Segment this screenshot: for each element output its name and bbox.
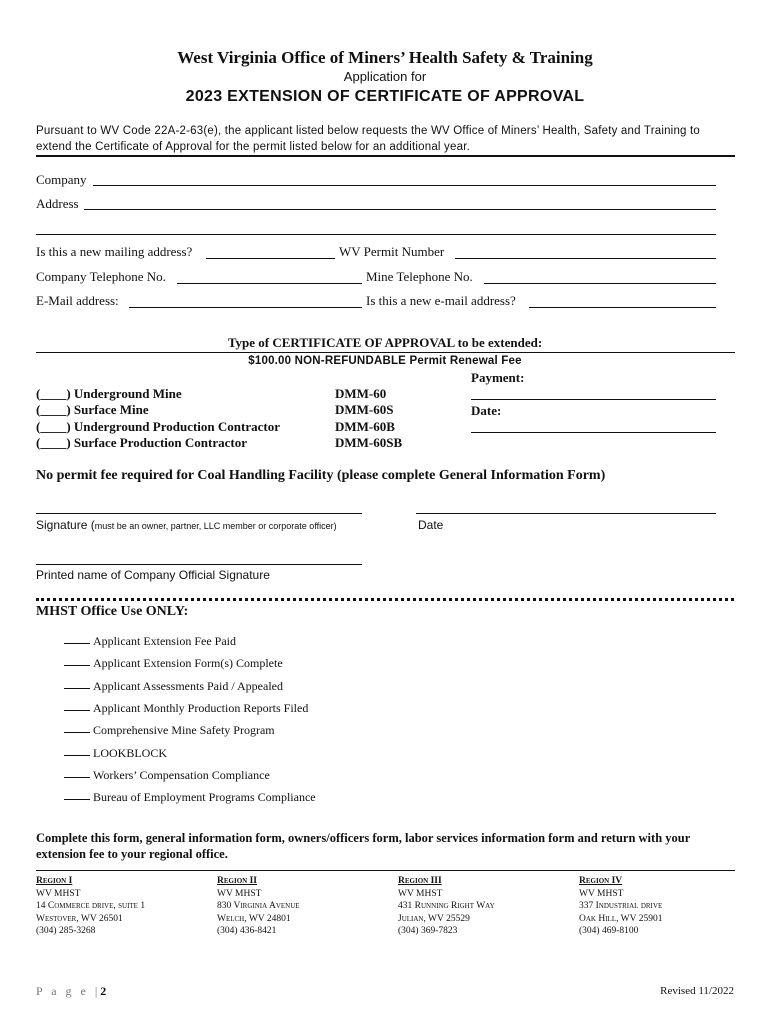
signature-label — [36, 518, 337, 532]
region-city: Julian, WV 25529 — [398, 913, 470, 924]
region-city: Oak Hill, WV 25901 — [579, 913, 663, 924]
region-street: 830 Virginia Avenue — [217, 901, 300, 911]
office-checklist-item[interactable] — [64, 723, 275, 738]
mine-phone-field[interactable] — [484, 283, 716, 284]
address-row — [36, 196, 716, 214]
signature-date-label: Date — [418, 518, 444, 532]
new-mailing-field[interactable] — [206, 258, 335, 259]
company-label: Company — [36, 172, 87, 187]
permit-type-surface-contractor[interactable]: (____) Surface Production Contractor — [36, 435, 247, 450]
permit-code: DMM-60 — [335, 386, 387, 401]
email-label: E-Mail address: — [36, 293, 119, 308]
new-email-label: Is this a new e-mail address? — [366, 293, 516, 308]
page-word: P a g e | — [36, 984, 101, 998]
region-org: WV MHST — [217, 888, 262, 899]
new-mailing-label: Is this a new mailing address? — [36, 244, 193, 259]
office-checklist-item[interactable] — [64, 634, 236, 649]
new-email-field[interactable] — [529, 307, 716, 308]
no-fee-note: No permit fee required for Coal Handling Facility (please complete General Information Form) — [36, 468, 606, 483]
email-field[interactable] — [129, 307, 362, 308]
checklist-label: Applicant Assessments Paid / Appealed — [93, 679, 283, 693]
printed-name-label: Printed name of Company Official Signature — [36, 568, 270, 582]
permit-type-underground-contractor[interactable]: (____) Underground Production Contractor — [36, 419, 280, 434]
office-checklist-item[interactable] — [64, 656, 283, 671]
region-phone: (304) 469-8100 — [579, 926, 639, 936]
address-field-line2[interactable] — [36, 234, 716, 235]
permit-number-label: WV Permit Number — [339, 244, 445, 259]
fee-note: $100.00 NON-REFUNDABLE Permit Renewal Fee — [248, 355, 522, 367]
page-footer — [36, 984, 106, 999]
signature-note: must be an owner, partner, LLC member or corporate officer) — [94, 521, 337, 531]
date-field[interactable] — [471, 432, 716, 433]
company-phone-label: Company Telephone No. — [36, 269, 166, 284]
company-phone-field[interactable] — [177, 283, 362, 284]
divider — [36, 352, 735, 353]
checklist-blank[interactable] — [64, 665, 90, 666]
checklist-label: Applicant Extension Form(s) Complete — [93, 656, 283, 670]
permit-code: DMM-60S — [335, 402, 394, 417]
certificate-heading: Type of CERTIFICATE OF APPROVAL to be extended: — [227, 335, 543, 350]
office-checklist-item[interactable] — [64, 701, 308, 716]
payment-label: Payment: — [471, 370, 525, 385]
checklist-blank[interactable] — [64, 688, 90, 689]
region-city: Westover, WV 26501 — [36, 913, 123, 924]
application-for: Application for — [343, 69, 427, 84]
region-org: WV MHST — [398, 888, 443, 899]
permit-code: DMM-60B — [335, 419, 395, 434]
checklist-blank[interactable] — [64, 643, 90, 644]
page-number: 2 — [100, 984, 107, 998]
office-checklist-item[interactable] — [64, 768, 270, 783]
office-checklist-item[interactable] — [64, 679, 283, 694]
region-city: Welch, WV 24801 — [217, 913, 291, 924]
permit-type-surface-mine[interactable]: (____) Surface Mine — [36, 402, 149, 417]
revised-date: Revised 11/2022 — [660, 985, 734, 997]
region-name: Region I — [36, 876, 73, 886]
checklist-label: Comprehensive Mine Safety Program — [93, 723, 275, 737]
checklist-label: Applicant Monthly Production Reports Filed — [93, 701, 309, 715]
org-title: West Virginia Office of Miners’ Health Safety & Training — [177, 48, 593, 67]
region-phone: (304) 436-8421 — [217, 926, 277, 936]
checklist-label: Workers’ Compensation Compliance — [93, 768, 270, 782]
region-org: WV MHST — [579, 888, 624, 899]
region-address — [217, 875, 300, 938]
mine-phone-label: Mine Telephone No. — [366, 269, 473, 284]
checklist-label: Bureau of Employment Programs Compliance — [93, 790, 316, 804]
address-label: Address — [36, 196, 79, 211]
checklist-blank[interactable] — [64, 777, 90, 778]
region-address — [398, 875, 495, 938]
dotted-divider — [36, 598, 734, 601]
company-field[interactable] — [93, 185, 716, 186]
printed-name-field[interactable] — [36, 564, 362, 565]
address-field[interactable] — [84, 209, 716, 210]
checklist-blank[interactable] — [64, 755, 90, 756]
region-org: WV MHST — [36, 888, 81, 899]
form-title: 2023 EXTENSION OF CERTIFICATE OF APPROVAL — [185, 88, 585, 105]
region-phone: (304) 285-3268 — [36, 926, 96, 936]
region-name: Region III — [398, 876, 442, 886]
company-row — [36, 172, 716, 190]
signature-label-text: Signature ( — [36, 518, 95, 532]
region-phone: (304) 369-7823 — [398, 926, 458, 936]
region-address — [579, 875, 662, 938]
checklist-blank[interactable] — [64, 710, 90, 711]
signature-date-field[interactable] — [416, 513, 716, 514]
permit-number-field[interactable] — [455, 258, 716, 259]
permit-type-underground-mine[interactable]: (____) Underground Mine — [36, 386, 182, 401]
permit-code: DMM-60SB — [335, 435, 403, 450]
checklist-label: Applicant Extension Fee Paid — [93, 634, 236, 648]
office-checklist-item[interactable] — [64, 746, 167, 761]
date-label: Date: — [471, 403, 502, 418]
intro-paragraph: Pursuant to WV Code 22A-2-63(e), the applicant listed below requests the WV Office of Miners’ Health, Safety and Training to extend the Certificate of Approval for the permit listed below for an additional year. — [36, 125, 701, 153]
region-street: 431 Running Right Way — [398, 901, 495, 911]
checklist-blank[interactable] — [64, 799, 90, 800]
region-name: Region II — [217, 876, 257, 886]
checklist-blank[interactable] — [64, 732, 90, 733]
divider — [36, 870, 735, 871]
payment-field[interactable] — [471, 399, 716, 400]
closing-instructions: Complete this form, general information form, owners/officers form, labor services information form and return with your extension fee to your regional office. — [36, 831, 691, 861]
signature-field[interactable] — [36, 513, 362, 514]
office-use-heading: MHST Office Use ONLY: — [36, 604, 189, 619]
region-street: 14 Commerce drive, suite 1 — [36, 901, 146, 911]
divider — [36, 155, 735, 157]
region-address — [36, 875, 145, 938]
region-name: Region IV — [579, 876, 623, 886]
office-checklist-item[interactable] — [64, 790, 316, 805]
checklist-label: LOOKBLOCK — [93, 746, 167, 760]
region-street: 337 Industrial drive — [579, 901, 663, 911]
